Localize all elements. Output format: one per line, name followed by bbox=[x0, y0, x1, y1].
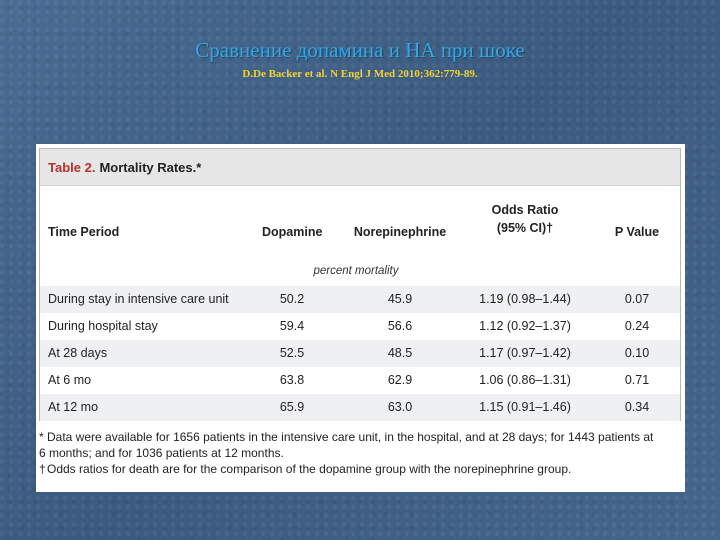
table-footnotes bbox=[39, 429, 679, 477]
cell-p-value: 0.71 bbox=[624, 373, 650, 387]
cell-p-value: 0.24 bbox=[624, 319, 650, 333]
table-header-row bbox=[40, 186, 680, 261]
footnote-star-line2: 6 months; and for 1036 patients at 12 months. bbox=[39, 446, 284, 460]
footnote-star bbox=[39, 429, 679, 445]
table-caption-title: Mortality Rates.* bbox=[99, 159, 202, 175]
cell-period: At 6 mo bbox=[48, 373, 92, 387]
table-row bbox=[40, 394, 680, 421]
cell-p-value: 0.10 bbox=[624, 346, 650, 360]
cell-dopamine: 50.2 bbox=[279, 292, 305, 306]
footnote-star-continued bbox=[39, 445, 679, 461]
cell-norepinephrine: 48.5 bbox=[387, 346, 413, 360]
cell-norepinephrine: 45.9 bbox=[387, 292, 413, 306]
footnote-dagger bbox=[39, 461, 679, 477]
cell-dopamine: 52.5 bbox=[279, 346, 305, 360]
table-row bbox=[40, 313, 680, 340]
table-row bbox=[40, 286, 680, 313]
unit-label: percent mortality bbox=[313, 265, 399, 277]
slide-title: Сравнение допамина и НА при шоке bbox=[195, 38, 525, 62]
footnote-dagger-line: Odds ratios for death are for the comparison of the dopamine group with the norepinephrine group. bbox=[47, 462, 572, 476]
cell-norepinephrine: 62.9 bbox=[387, 373, 413, 387]
cell-period: At 12 mo bbox=[48, 400, 99, 414]
cell-dopamine: 65.9 bbox=[279, 400, 305, 414]
cell-period: During hospital stay bbox=[48, 319, 158, 333]
header-odds-ratio-line2: (95% CI)† bbox=[496, 221, 554, 235]
table-panel bbox=[36, 144, 685, 492]
slide-subtitle: D.De Backer et al. N Engl J Med 2010;362:779-89. bbox=[242, 68, 478, 80]
table-caption bbox=[40, 149, 680, 186]
table-row bbox=[40, 367, 680, 394]
cell-period: During stay in intensive care unit bbox=[48, 292, 229, 306]
cell-p-value: 0.07 bbox=[624, 292, 650, 306]
footnote-star-line1: Data were available for 1656 patients in the intensive care unit, in the hospital, and at 28 days; for 1443 patients at bbox=[47, 430, 654, 444]
table-caption-label: Table 2. bbox=[48, 159, 96, 175]
cell-odds-ratio: 1.06 (0.86–1.31) bbox=[479, 373, 571, 387]
cell-norepinephrine: 63.0 bbox=[387, 400, 413, 414]
footnote-dagger-mark: † bbox=[39, 462, 46, 476]
cell-odds-ratio: 1.17 (0.97–1.42) bbox=[479, 346, 571, 360]
header-odds-ratio bbox=[470, 203, 580, 235]
footnote-star-mark: * bbox=[39, 430, 44, 444]
cell-dopamine: 59.4 bbox=[279, 319, 305, 333]
cell-dopamine: 63.8 bbox=[279, 373, 305, 387]
header-p-value: P Value bbox=[614, 225, 660, 239]
header-dopamine: Dopamine bbox=[262, 225, 323, 239]
cell-odds-ratio: 1.12 (0.92–1.37) bbox=[479, 319, 571, 333]
cell-period: At 28 days bbox=[48, 346, 108, 360]
cell-p-value: 0.34 bbox=[624, 400, 650, 414]
cell-odds-ratio: 1.19 (0.98–1.44) bbox=[479, 292, 571, 306]
header-time-period: Time Period bbox=[48, 225, 120, 239]
header-odds-ratio-line1: Odds Ratio bbox=[491, 203, 559, 217]
header-norepinephrine: Norepinephrine bbox=[353, 225, 447, 239]
cell-odds-ratio: 1.15 (0.91–1.46) bbox=[479, 400, 571, 414]
table-row bbox=[40, 340, 680, 367]
unit-row bbox=[40, 261, 680, 286]
cell-norepinephrine: 56.6 bbox=[387, 319, 413, 333]
mortality-table bbox=[39, 148, 681, 421]
